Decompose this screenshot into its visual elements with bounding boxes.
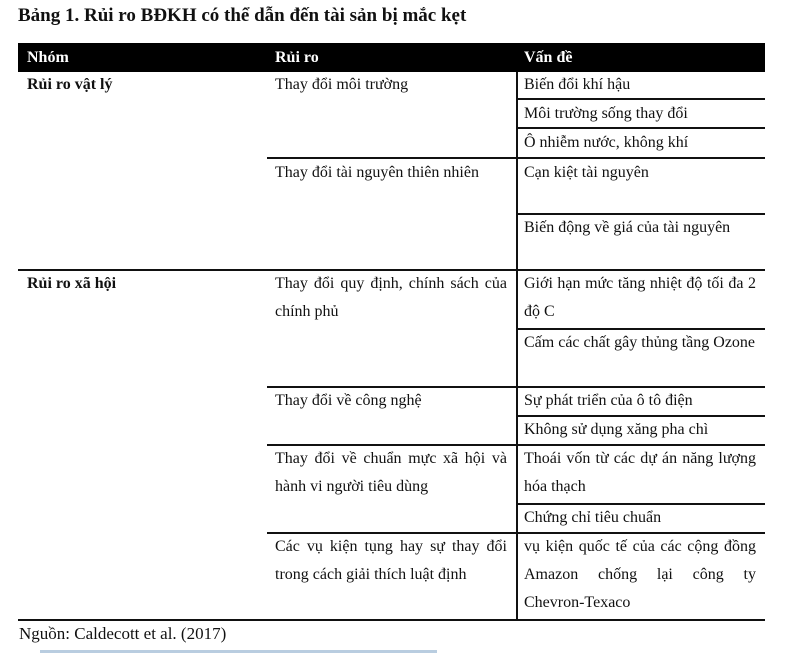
issue-cell: Giới hạn mức tăng nhiệt độ tối đa 2 độ C	[524, 275, 756, 320]
table-header-row	[18, 43, 765, 72]
source-note: Nguồn: Caldecott et al. (2017)	[19, 624, 227, 643]
risk-cell: Thay đổi về chuẩn mực xã hội và hành vi người tiêu dùng	[275, 450, 507, 495]
header-risk: Rủi ro	[275, 49, 319, 66]
header-issue: Vấn đề	[524, 49, 573, 66]
group-label-physical: Rủi ro vật lý	[27, 76, 113, 93]
group-label-social: Rủi ro xã hội	[27, 275, 117, 292]
issue-cell: vụ kiện quốc tế của các cộng đồng Amazon chống lại công ty Chevron-Texaco	[524, 538, 756, 611]
issue-cell: Môi trường sống thay đổi	[524, 105, 688, 122]
issue-cell: Sự phát triển của ô tô điện	[524, 392, 693, 409]
issue-cell: Biến động về giá của tài nguyên	[524, 219, 731, 236]
risk-cell: Thay đổi môi trường	[275, 76, 409, 93]
risk-cell: Thay đổi quy định, chính sách của chính phủ	[275, 275, 507, 320]
issue-cell: Cấm các chất gây thủng tầng Ozone	[524, 334, 756, 351]
table-bottom-rule	[18, 619, 765, 621]
issue-cell: Không sử dụng xăng pha chì	[524, 421, 709, 438]
issue-cell: Biến đổi khí hậu	[524, 76, 631, 93]
risk-cell: Thay đổi tài nguyên thiên nhiên	[275, 164, 479, 181]
issue-cell: Cạn kiệt tài nguyên	[524, 164, 649, 181]
table-title: Bảng 1. Rủi ro BĐKH có thể dẫn đến tài sản bị mắc kẹt	[18, 5, 467, 26]
issue-cell: Thoái vốn từ các dự án năng lượng hóa thạch	[524, 450, 756, 495]
issue-cell: Chứng chỉ tiêu chuẩn	[524, 509, 662, 526]
issue-cell: Ô nhiễm nước, không khí	[524, 134, 689, 151]
header-group: Nhóm	[27, 49, 69, 66]
risk-cell: Các vụ kiện tụng hay sự thay đổi trong cách giải thích luật định	[275, 538, 507, 583]
column-divider	[516, 72, 518, 621]
risk-cell: Thay đổi về công nghệ	[275, 392, 422, 409]
